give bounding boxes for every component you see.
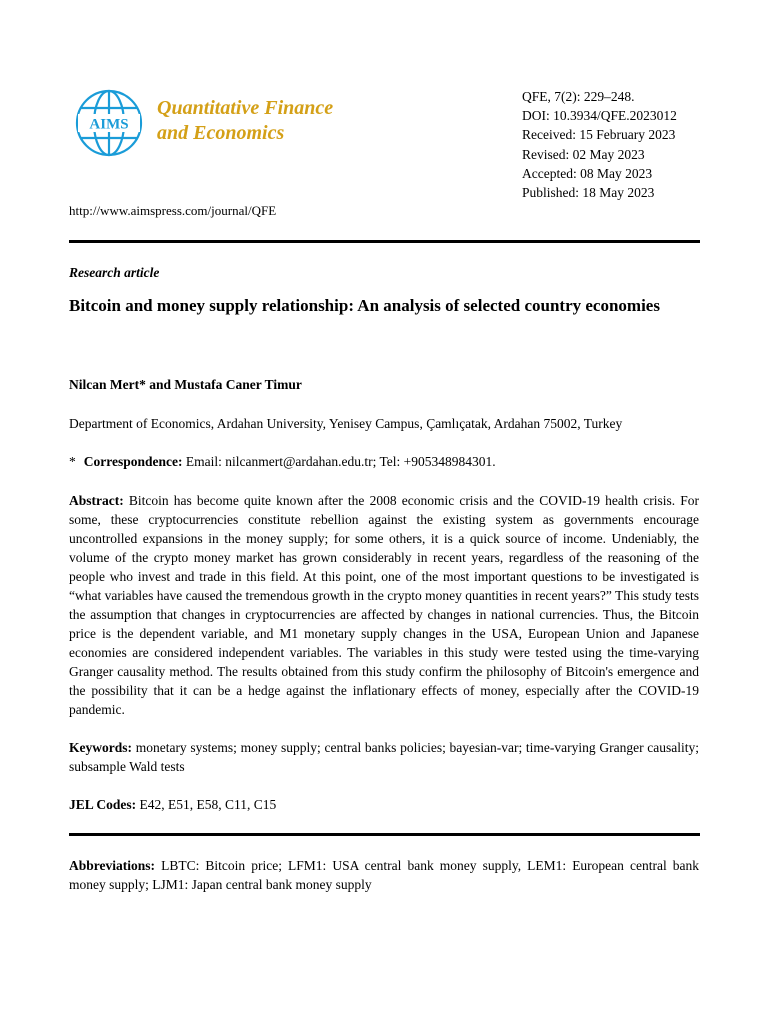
keywords-text: monetary systems; money supply; central banks policies; bayesian-var; time-varying Granger causality; subsample Wald tests (69, 740, 700, 774)
correspondence-text: Email: nilcanmert@ardahan.edu.tr; Tel: +905348984301. (185, 454, 496, 469)
aims-globe-logo-icon (74, 88, 144, 158)
abstract-label: Abstract: (69, 493, 124, 508)
abstract (69, 491, 699, 719)
published-date: Published: 18 May 2023 (522, 185, 655, 201)
received-date: Received: 15 February 2023 (522, 127, 676, 143)
logo-text: AIMS (89, 116, 129, 133)
abbreviations-text: LBTC: Bitcoin price; LFM1: USA central bank money supply, LEM1: European central bank money supply; LJM1: Japan central bank money supply (69, 858, 700, 892)
correspondence-star: * (69, 454, 76, 469)
correspondence-label: Correspondence: (83, 454, 183, 469)
jel-text: E42, E51, E58, C11, C15 (139, 797, 277, 812)
abbreviations (69, 856, 699, 894)
affiliation: Department of Economics, Ardahan University, Yenisey Campus, Çamlıçatak, Ardahan 75002, Turkey (69, 416, 623, 431)
journal-name-line1: Quantitative Finance (157, 97, 334, 119)
header-divider (69, 240, 700, 243)
keywords (69, 738, 699, 776)
section-divider (69, 833, 700, 836)
journal-url-link[interactable]: http://www.aimspress.com/journal/QFE (69, 203, 277, 218)
publication-meta (522, 87, 677, 202)
doi: DOI: 10.3934/QFE.2023012 (522, 108, 677, 124)
abbreviations-label: Abbreviations: (69, 858, 156, 873)
abstract-text: Bitcoin has become quite known after the 2008 economic crisis and the COVID-19 health crisis. For some, these cryptocurrencies constitute rebellion against the existing system as governments encourage uncontrolled expansions in the money supply; for some others, it is a quick source of income. Undeniably, the volume of the crypto money market has grown considerably in recent years, regardless of the reasoning of the people who invest and trade in this field. At this point, one of the most important questions to be investigated is “what variables have caused the tremendous growth in the crypto money quantities in recent years?” This study tests the assumption that changes in cryptocurrencies are affected by changes in national currencies. Thus, the Bitcoin price is the dependent variable, and M1 monetary supply changes in the USA, European Union and Japanese economies are considered independent variables. The variables in this study were tested using the time-varying Granger causality method. The results obtained from this study confirm the philosophy of Bitcoin's emergence and the possibility that it can be a hedge against the inflationary effects of money, especially after the COVID-19 pandemic. (69, 493, 700, 717)
article-type: Research article (69, 265, 160, 280)
authors: Nilcan Mert* and Mustafa Caner Timur (69, 377, 302, 392)
paper-title: Bitcoin and money supply relationship: An analysis of selected country economies (69, 296, 660, 315)
journal-name (157, 96, 333, 146)
correspondence (69, 454, 496, 470)
volume-info: QFE, 7(2): 229–248. (522, 89, 635, 104)
revised-date: Revised: 02 May 2023 (522, 146, 645, 162)
journal-name-line2: and Economics (157, 122, 285, 144)
keywords-label: Keywords: (69, 740, 132, 755)
jel-label: JEL Codes: (69, 797, 137, 812)
accepted-date: Accepted: 08 May 2023 (522, 165, 653, 181)
jel-codes (69, 795, 699, 814)
